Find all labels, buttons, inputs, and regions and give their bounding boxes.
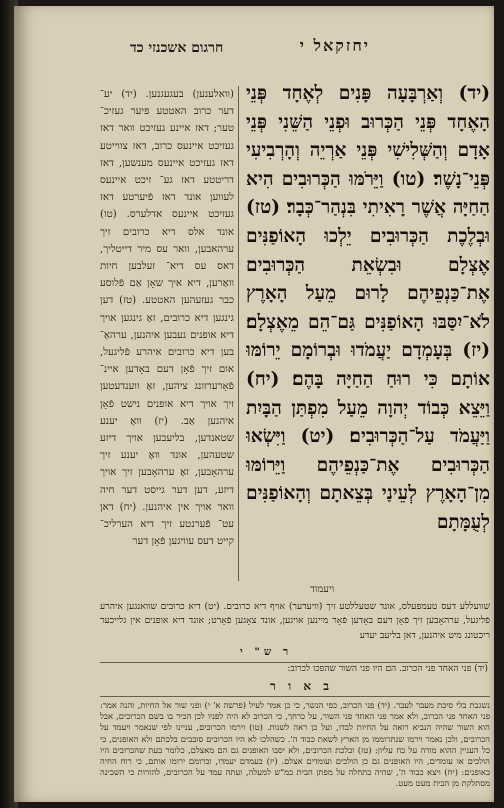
yiddish-continuation-text: שוועללע דעס טעמפעלס, אונד שטעללטע זיך (וויעדער) אויף דיא כרובים. (יט) דיא כרובים שוואנגען איהרע פֿליגעל, ערהאָבען זיך פֿאָן דעם באָדען פֿאָר מיינען אויגען, אונד צאָגען פֿאָרט; אונד דיא אופנים אין גלייכער ריכטונג מיט איהנען, דאן בליעב יעדע [100,601,490,641]
rashi-heading: ר ש" י [240,646,293,658]
book-page [14,6,494,802]
translation-continuation [100,600,490,644]
catchword: ויעמוד [310,584,335,595]
biur-commentary [100,700,490,800]
book-chapter-title: יחזקאל י [299,36,370,55]
yiddish-text: (וואלענען) בעגעגנען. (יד) יע־ דער כרוב האטטע פיער געזיכ־ טער; דאז איינע געזיכט וואר דאז געזיכט איינעס כרוב, דאז צווייטע דאז געזיכט איינעס מענשען, דאז דריטטע דאז גע־ זיכט איינעס לעווען אונד דאז פֿיערטע דאז געזיכט איינעס אדלערס. (טו) אונד אלס דיא כרובים זיך ערהאבען, וואר עס מיר דייטליך, דאס עס דיא־ זעלבען חיות וואַרען, דיא איך שאָן אַם פֿלוסע כבר געזעהען האטטע. (טז) דען גינגען דיא כרובים, זאָ גינגען אויך דיא אופנים נעבען איהנען, ערהאָ־ בען דיא כרובים איהרע פֿליגעל, אום זיך פֿאָן דעם באָדען איינ־ פֿאָרערזונג ציהען, זאָ ווענדעטען זיך אויך דיא אופנים נישט פֿאָן איהנען אַב. (יז) וואָ יענע שטאנדען, בליעבען אויך דיזע שטעהען, אונד וואָ יענע זיך ערהאָבען, זאָ ערהאָבען זיך אויך דיזע, דען דער גייסט דער חיה וואר אויך אין איהנען. (יח) דאן עט־ פֿערנטע זיך דיא הערליכ־ קייט דעס עוויגען פֿאָן דער [100,89,234,548]
yiddish-translation-column [100,86,234,581]
column-divider [238,86,239,581]
hebrew-text: (יד) וְאַרְבָּעָה פָּנִים לְאֶחָד פְּנֵי הָאֶחָד פְּנֵי הַכְּרוּב וּפְנֵי הַשֵּׁנִי פְּנֵי אָדָם וְהַשְּׁלִישִׁי פְּנֵי אַרְיֵה וְהָרְבִיעִי פְּנֵי־נָשֶׁר׃ (טו) וַיֵּרֹמּוּ הַכְּרוּבִים הִיא הַחַיָּה אֲשֶׁר רָאִיתִי בִּנְהַר־כְּבָר׃ (טז) וּבְלֶכֶת הַכְּרוּבִים יֵלְכוּ הָאוֹפַנִּים אֶצְלָם וּבִשְׂאֵת הַכְּרוּבִים אֶת־כַּנְפֵיהֶם לָרוּם מֵעַל הָאָרֶץ לֹא־יִסַּבּוּ הָאוֹפַנִּים גַּם־הֵם מֵאֶצְלָם׃ (יז) בְּעָמְדָם יַעֲמֹדוּ וּבְרוֹמָם יֵרוֹמּוּ אוֹתָם כִּי רוּחַ הַחַיָּה בָּהֶם׃ (יח) וַיֵּצֵא כְּבוֹד יְהוָה מֵעַל מִפְתַּן הַבָּיִת וַיַּעֲמֹד עַל־הַכְּרוּבִים׃ (יט) וַיִּשְׂאוּ הַכְּרוּבִים אֶת־כַּנְפֵיהֶם וַיֵּרוֹמּוּ מִן־הָאָרֶץ לְעֵינַי בְּצֵאתָם וְהָאוֹפַנִּים לְעֻמָּתָם [246,83,490,533]
biur-heading: ב א ו ר [270,679,333,693]
biur-text: נשגבת בלי סיבת מעבר לעבר. (יד) פני הכרוב, כפי הנשר, כי כן אמר לעיל (פרשה א' י) ופני שור אל החיות, והנה אמר: פני האחד פני הכרוב, ולא אמר פני האחד פני השור, על כרחך, כי הכרוב לא היה לפניו לכן הכיר בו בשם הכרובים, אבל הוא השור שהיה הנביא רואה על החיות לבדו, ועל כן ראה לשנות. (טו) וירמו הכרובים, עניינו לפי שנאמר ויעמד על הכרובים, ולכן נאמר וירמו שנתרוממו מן הארץ לשאת כבוד ה'. כשהלכו לא היו הכרובים סובבים בלכתם ולא האופנים, כי כל העניין ההוא מורה על כח עליון: (טז) ובלכת הכרובים, ולא יסבו האופנים גם הם מאצלם, כלומר בעת שהכרובים היו הולכים או עומדים, היו האופנים גם כן הולכים ועומדים אצלם. (יז) בעמדם יעמדו, וברומם ירומו אותם, כי רוח החיה באופנים: (יח) ויצא כבוד ה', שהיה בתחלה על מפתן הבית כמ"ש למעלה, ועתה עמד על הכרובים, להורות כי השכינה מסתלקת מן הבית מעט מעט. [100,700,490,789]
rashi-note: (יד) פני האחד פני הכרוב. הם היו פני השור שהפכו לכרוב: [100,662,488,677]
translation-column-title: חרגום אשכנזי כד [130,40,224,56]
biur-divider [100,696,490,697]
page-header [14,36,494,76]
hebrew-text-column [246,80,490,580]
